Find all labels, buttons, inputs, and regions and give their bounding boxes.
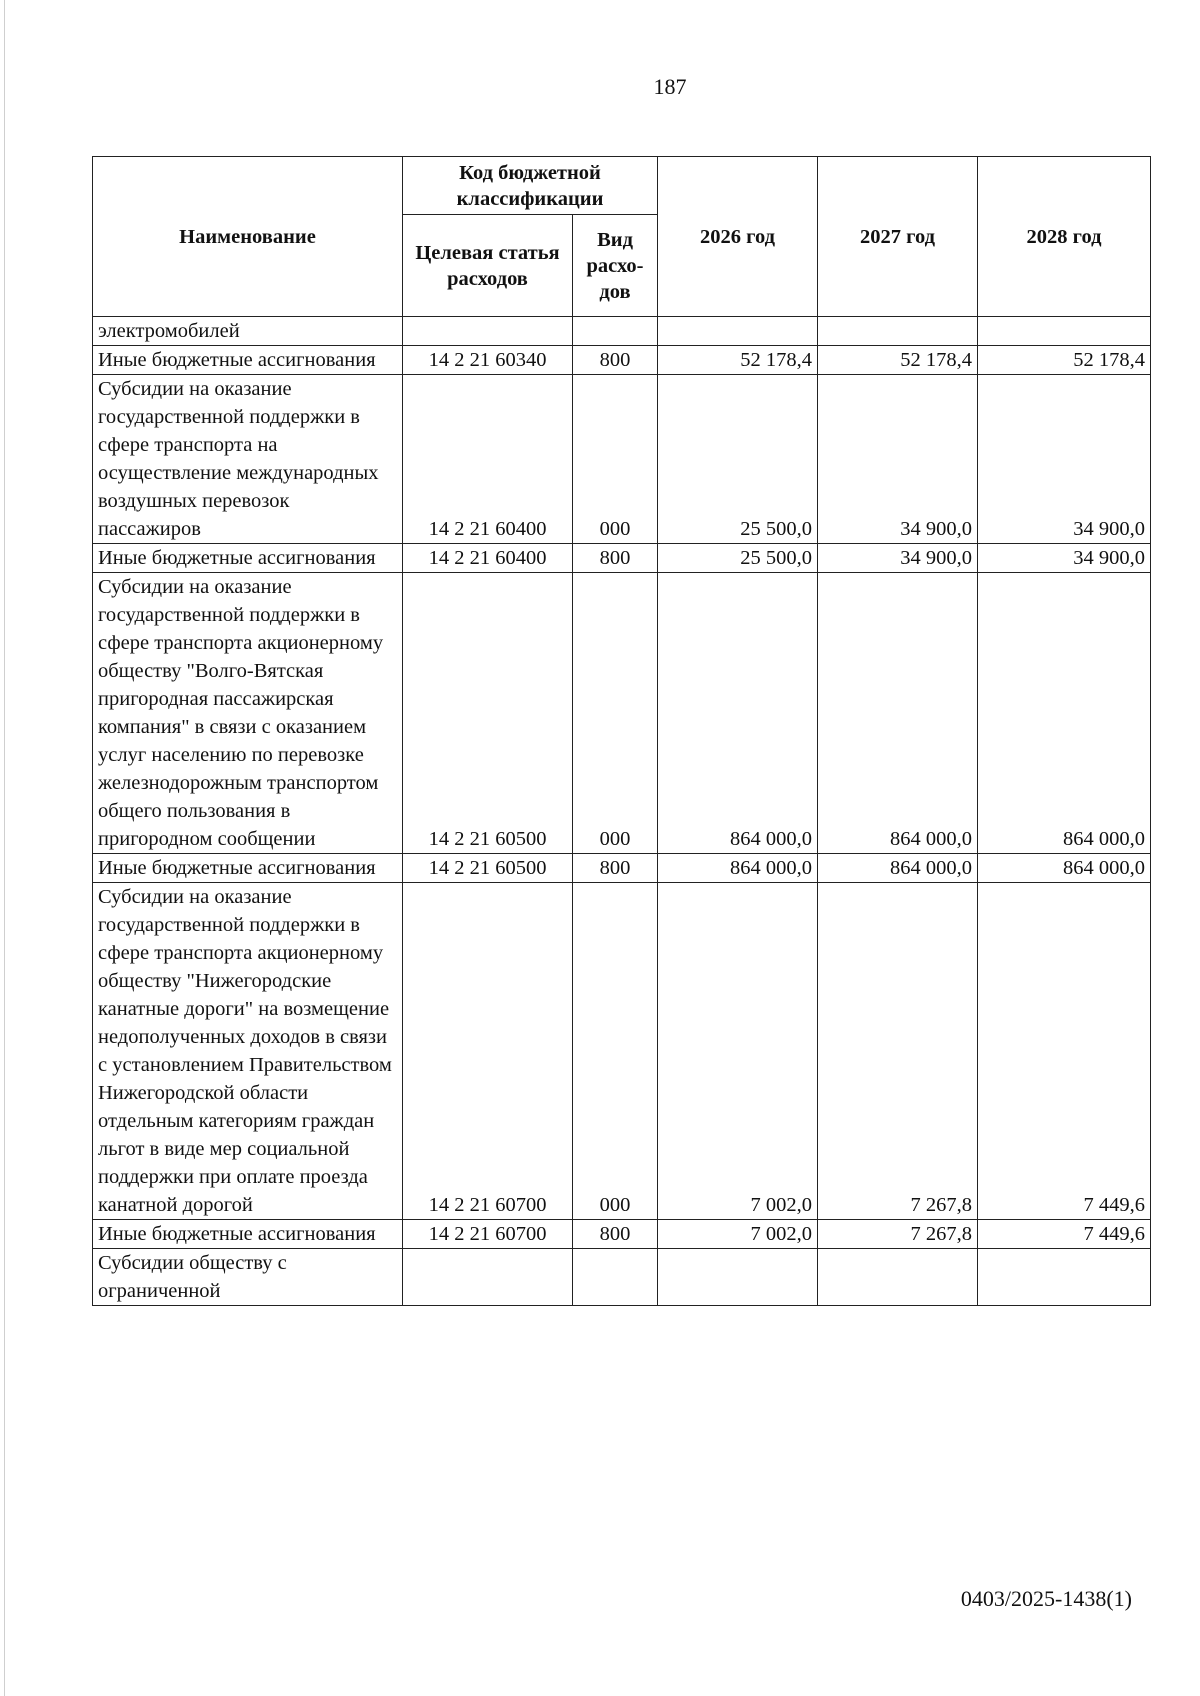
row-name: Иные бюджетные ассигнования	[93, 1220, 403, 1249]
row-value-2026: 7 002,0	[658, 1220, 818, 1249]
row-value-2028: 7 449,6	[978, 883, 1151, 1220]
row-value-2027: 7 267,8	[818, 883, 978, 1220]
row-value-2028: 7 449,6	[978, 1220, 1151, 1249]
row-value-2026: 25 500,0	[658, 544, 818, 573]
row-value-2026: 864 000,0	[658, 573, 818, 854]
row-target-article: 14 2 21 60700	[403, 1220, 573, 1249]
row-value-2027	[818, 317, 978, 346]
row-name: Субсидии обществу с ограниченной	[93, 1249, 403, 1306]
header-year-2026: 2026 год	[658, 157, 818, 317]
row-value-2026	[658, 317, 818, 346]
row-value-2026	[658, 1249, 818, 1306]
row-name: Иные бюджетные ассигнования	[93, 544, 403, 573]
row-value-2027: 7 267,8	[818, 1220, 978, 1249]
scan-edge-line	[4, 0, 5, 1696]
document-number: 0403/2025-1438(1)	[960, 1586, 1132, 1611]
header-year-2028: 2028 год	[978, 157, 1151, 317]
row-name: Субсидии на оказание государственной поддержки в сфере транспорта акционерному обществу "Волго-Вятская пригородная пассажирская компания" в связи с оказанием услуг населению по перевозке железнодорожным транспортом общего пользования в пригородном сообщении	[93, 573, 403, 854]
row-value-2027	[818, 1249, 978, 1306]
row-name: Субсидии на оказание государственной поддержки в сфере транспорта на осуществление международных воздушных перевозок пассажиров	[93, 375, 403, 544]
table-row	[93, 317, 1151, 346]
row-target-article	[403, 317, 573, 346]
row-value-2028: 52 178,4	[978, 346, 1151, 375]
row-value-2028: 864 000,0	[978, 573, 1151, 854]
row-expense-type	[573, 1249, 658, 1306]
row-expense-type: 800	[573, 1220, 658, 1249]
budget-table	[92, 156, 1151, 1306]
row-value-2028: 34 900,0	[978, 544, 1151, 573]
row-expense-type: 000	[573, 573, 658, 854]
header-name: Наименование	[93, 157, 403, 317]
row-value-2026: 7 002,0	[658, 883, 818, 1220]
row-expense-type: 000	[573, 883, 658, 1220]
row-name: Иные бюджетные ассигнования	[93, 346, 403, 375]
row-name: Иные бюджетные ассигнования	[93, 854, 403, 883]
table-row	[93, 883, 1151, 1220]
row-target-article: 14 2 21 60340	[403, 346, 573, 375]
row-value-2027: 34 900,0	[818, 544, 978, 573]
row-target-article: 14 2 21 60400	[403, 544, 573, 573]
row-target-article: 14 2 21 60700	[403, 883, 573, 1220]
row-expense-type	[573, 317, 658, 346]
row-value-2027: 864 000,0	[818, 573, 978, 854]
row-expense-type: 800	[573, 854, 658, 883]
row-name: Субсидии на оказание государственной поддержки в сфере транспорта акционерному обществу "Нижегородские канатные дороги" на возмещение недополученных доходов в связи с установлением Правительством Нижегородской области отдельным категориям граждан льгот в виде мер социальной поддержки при оплате проезда канатной дорогой	[93, 883, 403, 1220]
table-row	[93, 573, 1151, 854]
header-year-2027: 2027 год	[818, 157, 978, 317]
row-value-2027: 864 000,0	[818, 854, 978, 883]
row-value-2028: 34 900,0	[978, 375, 1151, 544]
row-expense-type: 800	[573, 544, 658, 573]
row-value-2028	[978, 317, 1151, 346]
row-target-article	[403, 1249, 573, 1306]
row-value-2027: 52 178,4	[818, 346, 978, 375]
row-target-article: 14 2 21 60500	[403, 854, 573, 883]
row-value-2026: 864 000,0	[658, 854, 818, 883]
table-row	[93, 1220, 1151, 1249]
header-budget-code-group: Код бюджетной классификации	[403, 157, 658, 215]
row-target-article: 14 2 21 60500	[403, 573, 573, 854]
row-value-2028	[978, 1249, 1151, 1306]
header-target-article: Целевая статья расходов	[403, 215, 573, 317]
table-row	[93, 346, 1151, 375]
page-number: 187	[653, 74, 687, 99]
row-value-2026: 25 500,0	[658, 375, 818, 544]
row-expense-type: 000	[573, 375, 658, 544]
header-expense-type: Вид расхо-дов	[573, 215, 658, 317]
row-target-article: 14 2 21 60400	[403, 375, 573, 544]
table-row	[93, 1249, 1151, 1306]
row-value-2027: 34 900,0	[818, 375, 978, 544]
row-name: электромобилей	[93, 317, 403, 346]
table-row	[93, 854, 1151, 883]
row-value-2026: 52 178,4	[658, 346, 818, 375]
table-row	[93, 544, 1151, 573]
row-value-2028: 864 000,0	[978, 854, 1151, 883]
table-row	[93, 375, 1151, 544]
row-expense-type: 800	[573, 346, 658, 375]
